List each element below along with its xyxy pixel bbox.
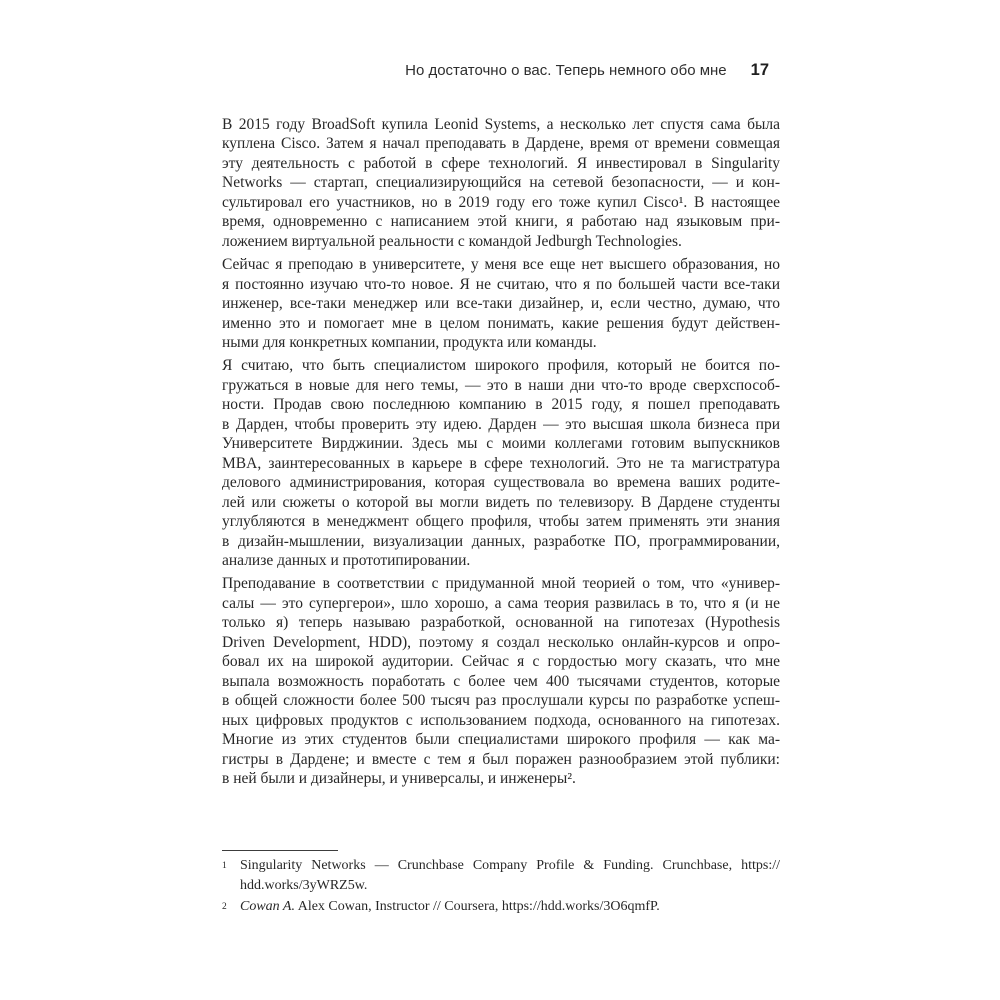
text-line: инженер, все-таки менеджер или все-таки дизайнер, и, если честно, думаю, что bbox=[222, 295, 780, 313]
text-line: гружаться в новые для него темы, — это в наши дни что-то вроде сверхспособ- bbox=[222, 376, 780, 394]
paragraph bbox=[222, 574, 780, 788]
text-line: ных цифровых продуктов с использованием подхода, основанного на гипотезах. bbox=[222, 711, 780, 729]
text-line: ложением виртуальной реальности с командой Jedburgh Technologies. bbox=[222, 232, 682, 250]
text-line: в Дарден, чтобы проверить эту идею. Дарден — это высшая школа бизнеса при bbox=[222, 415, 780, 433]
paragraph bbox=[222, 255, 780, 352]
text-line: Driven Development, HDD), поэтому я создал несколько онлайн-курсов и опро- bbox=[222, 633, 780, 651]
text-line: в дизайн-мышлении, визуализации данных, разработке ПО, программировании, bbox=[222, 532, 780, 550]
text-line: куплена Cisco. Затем я начал преподавать в Дардене, время от времени совмещая bbox=[222, 135, 780, 153]
text-line: только я) теперь называю разработкой, основанной на гипотезах (Hypothesis bbox=[222, 614, 780, 632]
footnote bbox=[222, 897, 780, 917]
text-line: сультировал его участников, но в 2019 году его тоже купил Cisco¹. В настоящее bbox=[222, 193, 780, 211]
footnotes bbox=[222, 850, 780, 919]
text-line: бовал их на широкой аудитории. Сейчас я с гордостью могу сказать, что мне bbox=[222, 653, 780, 671]
text-line: гистры в Дардене; и вместе с тем я был поражен разнообразием этой публики: bbox=[222, 750, 780, 768]
text-line: Я считаю, что быть специалистом широкого профиля, который не боится по- bbox=[222, 357, 780, 375]
footnote-text bbox=[240, 897, 780, 917]
footnote-marker: 1 bbox=[222, 861, 227, 871]
text-line: я постоянно изучаю что-то новое. Я не считаю, что я по большей части все-таки bbox=[222, 275, 780, 293]
paragraph bbox=[222, 115, 780, 251]
paragraph bbox=[222, 356, 780, 570]
footnote-rule bbox=[222, 850, 338, 851]
text-line: Networks — стартап, специализирующийся на сетевой безопасности, — и кон- bbox=[222, 174, 780, 192]
text-line: лей или сюжеты о которой вы могли видеть по телевизору. В Дардене студенты bbox=[222, 493, 780, 511]
footnote-text bbox=[240, 856, 780, 895]
footnote-author: Cowan A. bbox=[240, 899, 295, 914]
text-line: эту деятельность с работой в сфере технологий. Я инвестировал в Singularity bbox=[222, 154, 780, 172]
footnote-marker: 2 bbox=[222, 902, 227, 912]
text-line: в ней были и дизайнеры, и универсалы, и инженеры². bbox=[222, 769, 576, 787]
text-line: выпала возможность поработать с более чем 400 тысячами студентов, которые bbox=[222, 672, 780, 690]
text-line: время, одновременно с написанием этой книги, я работаю над языковым при- bbox=[222, 213, 780, 231]
page-header bbox=[222, 61, 769, 80]
text-line: салы — это супергерои», шло хорошо, а сама теория развилась в то, что я (и не bbox=[222, 594, 780, 612]
text-line: Сейчас я преподаю в университете, у меня все еще нет высшего образования, но bbox=[222, 256, 780, 274]
text-line: Многие из этих студентов были специалистами широкого профиля — как ма- bbox=[222, 731, 780, 749]
text-line: Singularity Networks — Crunchbase Company Profile & Funding. Crunchbase, https:// bbox=[240, 858, 780, 873]
text-line: делового администрирования, которая существовала во времена ваших родите- bbox=[222, 474, 780, 492]
text-line: в общей сложности более 500 тысяч раз прослушали курсы по разработке успеш- bbox=[222, 692, 780, 710]
text-line: ности. Продав свою последнюю компанию в 2015 году, я пошел преподавать bbox=[222, 396, 780, 414]
text-line: Университете Вирджинии. Здесь мы с моими коллегами готовим выпускников bbox=[222, 435, 780, 453]
text-line: углубляются в менеджмент общего профиля, чтобы затем применять эти знания bbox=[222, 513, 780, 531]
body-text bbox=[222, 115, 780, 792]
footnote-body: Alex Cowan, Instructor // Coursera, https://hdd.works/3O6qmfP. bbox=[294, 899, 660, 914]
text-line: hdd.works/3yWRZ5w. bbox=[240, 877, 368, 893]
text-line: MBA, заинтересованных в карьере в сфере технологий. Это не та магистратура bbox=[222, 454, 780, 472]
text-line: Преподавание в соответствии с придуманной мной теорией о том, что «универ- bbox=[222, 575, 780, 593]
page-number: 17 bbox=[750, 61, 769, 79]
text-line: ными для конкретных компании, продукта или команды. bbox=[222, 333, 597, 351]
text-line: В 2015 году BroadSoft купила Leonid Systems, а несколько лет спустя сама была bbox=[222, 116, 780, 133]
footnote bbox=[222, 856, 780, 895]
text-line: анализе данных и прототипировании. bbox=[222, 551, 471, 569]
running-title: Но достаточно о вас. Теперь немного обо мне bbox=[405, 62, 727, 79]
text-line: именно это и помогает мне в целом понимать, какие решения будут действен- bbox=[222, 314, 780, 332]
